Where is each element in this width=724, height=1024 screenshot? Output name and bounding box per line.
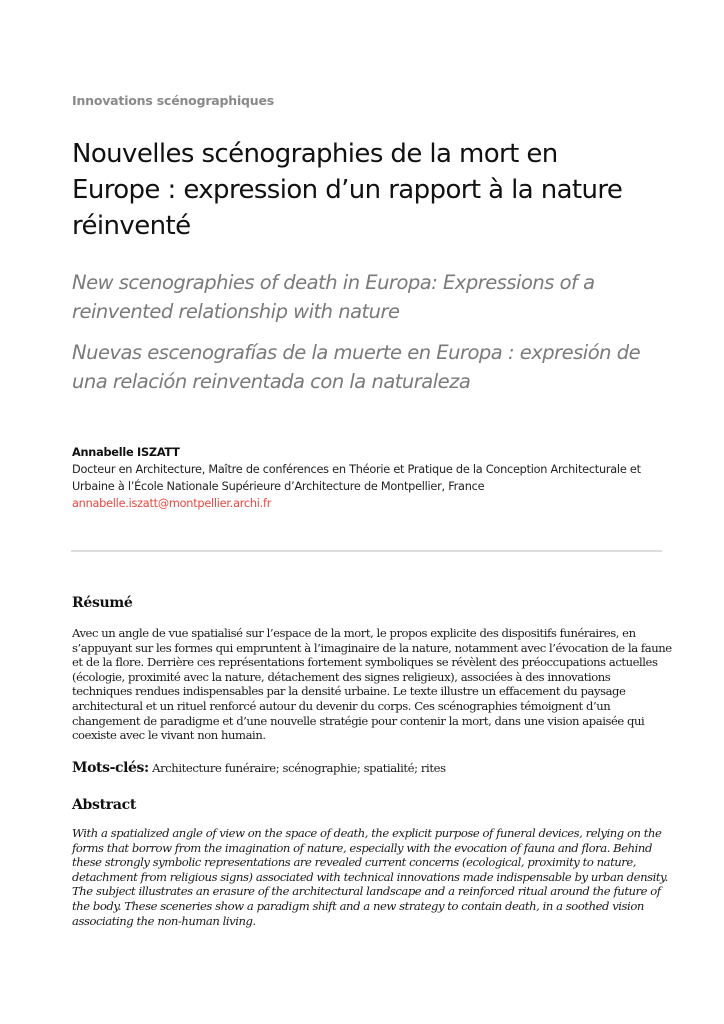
author-affiliation: Docteur en Architecture, Maître de conférences en Théorie et Pratique de la Conception Architecturale et Urbaine à l’École Nationale Supérieure d’Architecture de Montpellier, France [72,463,641,493]
abstract-heading: Abstract [72,797,137,813]
resume-text: Avec un angle de vue spatialisé sur l’espace de la mort, le propos explicite des dispositifs funéraires, en s’appuyant sur les formes qui empruntent à l’imaginaire de la nature, notamment avec l’évocation de la faune et de la flore. Derrière ces représentations fortement symboliques se révèlent des préoccupations actuelles (écologie, proximité avec la nature, détachement des signes religieux), associées à des innovations techniques rendues indispensables par la densité urbaine. Le texte illustre un effacement du paysage architectural et un rituel renforcé autour du devenir du corps. Ces scénographies témoignent d’un changement de paradigme et d’une nouvelle stratégie pour contenir la mort, dans une vision apaisée qui coexiste avec le vivant non humain. [72,626,672,743]
subtitle-english: New scenographies of death in Europa: Expressions of a reinvented relationship with nature [72,271,595,323]
keywords-label: Mots-clés: [72,760,149,776]
paper-title: Nouvelles scénographies de la mort en Europe : expression d’un rapport à la nature réinventé [72,139,623,241]
resume-heading: Résumé [72,595,133,611]
author-email-link[interactable]: annabelle.iszatt@montpellier.archi.fr [72,497,272,510]
section-label: Innovations scénographiques [72,93,275,108]
author-block [72,444,672,512]
section-divider [71,550,662,552]
abstract-text: With a spatialized angle of view on the space of death, the explicit purpose of funeral devices, relying on the forms that borrow from the imagination of nature, especially with the evocation of fauna and flora. Behind these strongly symbolic representations are revealed current concerns (ecological, proximity to nature, detachment from religious signs) associated with technical innovations made indispensable by urban density. The subject illustrates an erasure of the architectural landscape and a reinforced ritual around the future of the body. These sceneries show a paradigm shift and a new strategy to contain death, in a soothed vision associating the non-human living. [72,826,668,928]
author-name: Annabelle ISZATT [72,446,180,459]
keywords [72,760,672,776]
keywords-values: Architecture funéraire; scénographie; spatialité; rites [152,761,446,775]
subtitle-spanish: Nuevas escenografías de la muerte en Europa : expresión de una relación reinventada con la naturaleza [72,341,641,393]
